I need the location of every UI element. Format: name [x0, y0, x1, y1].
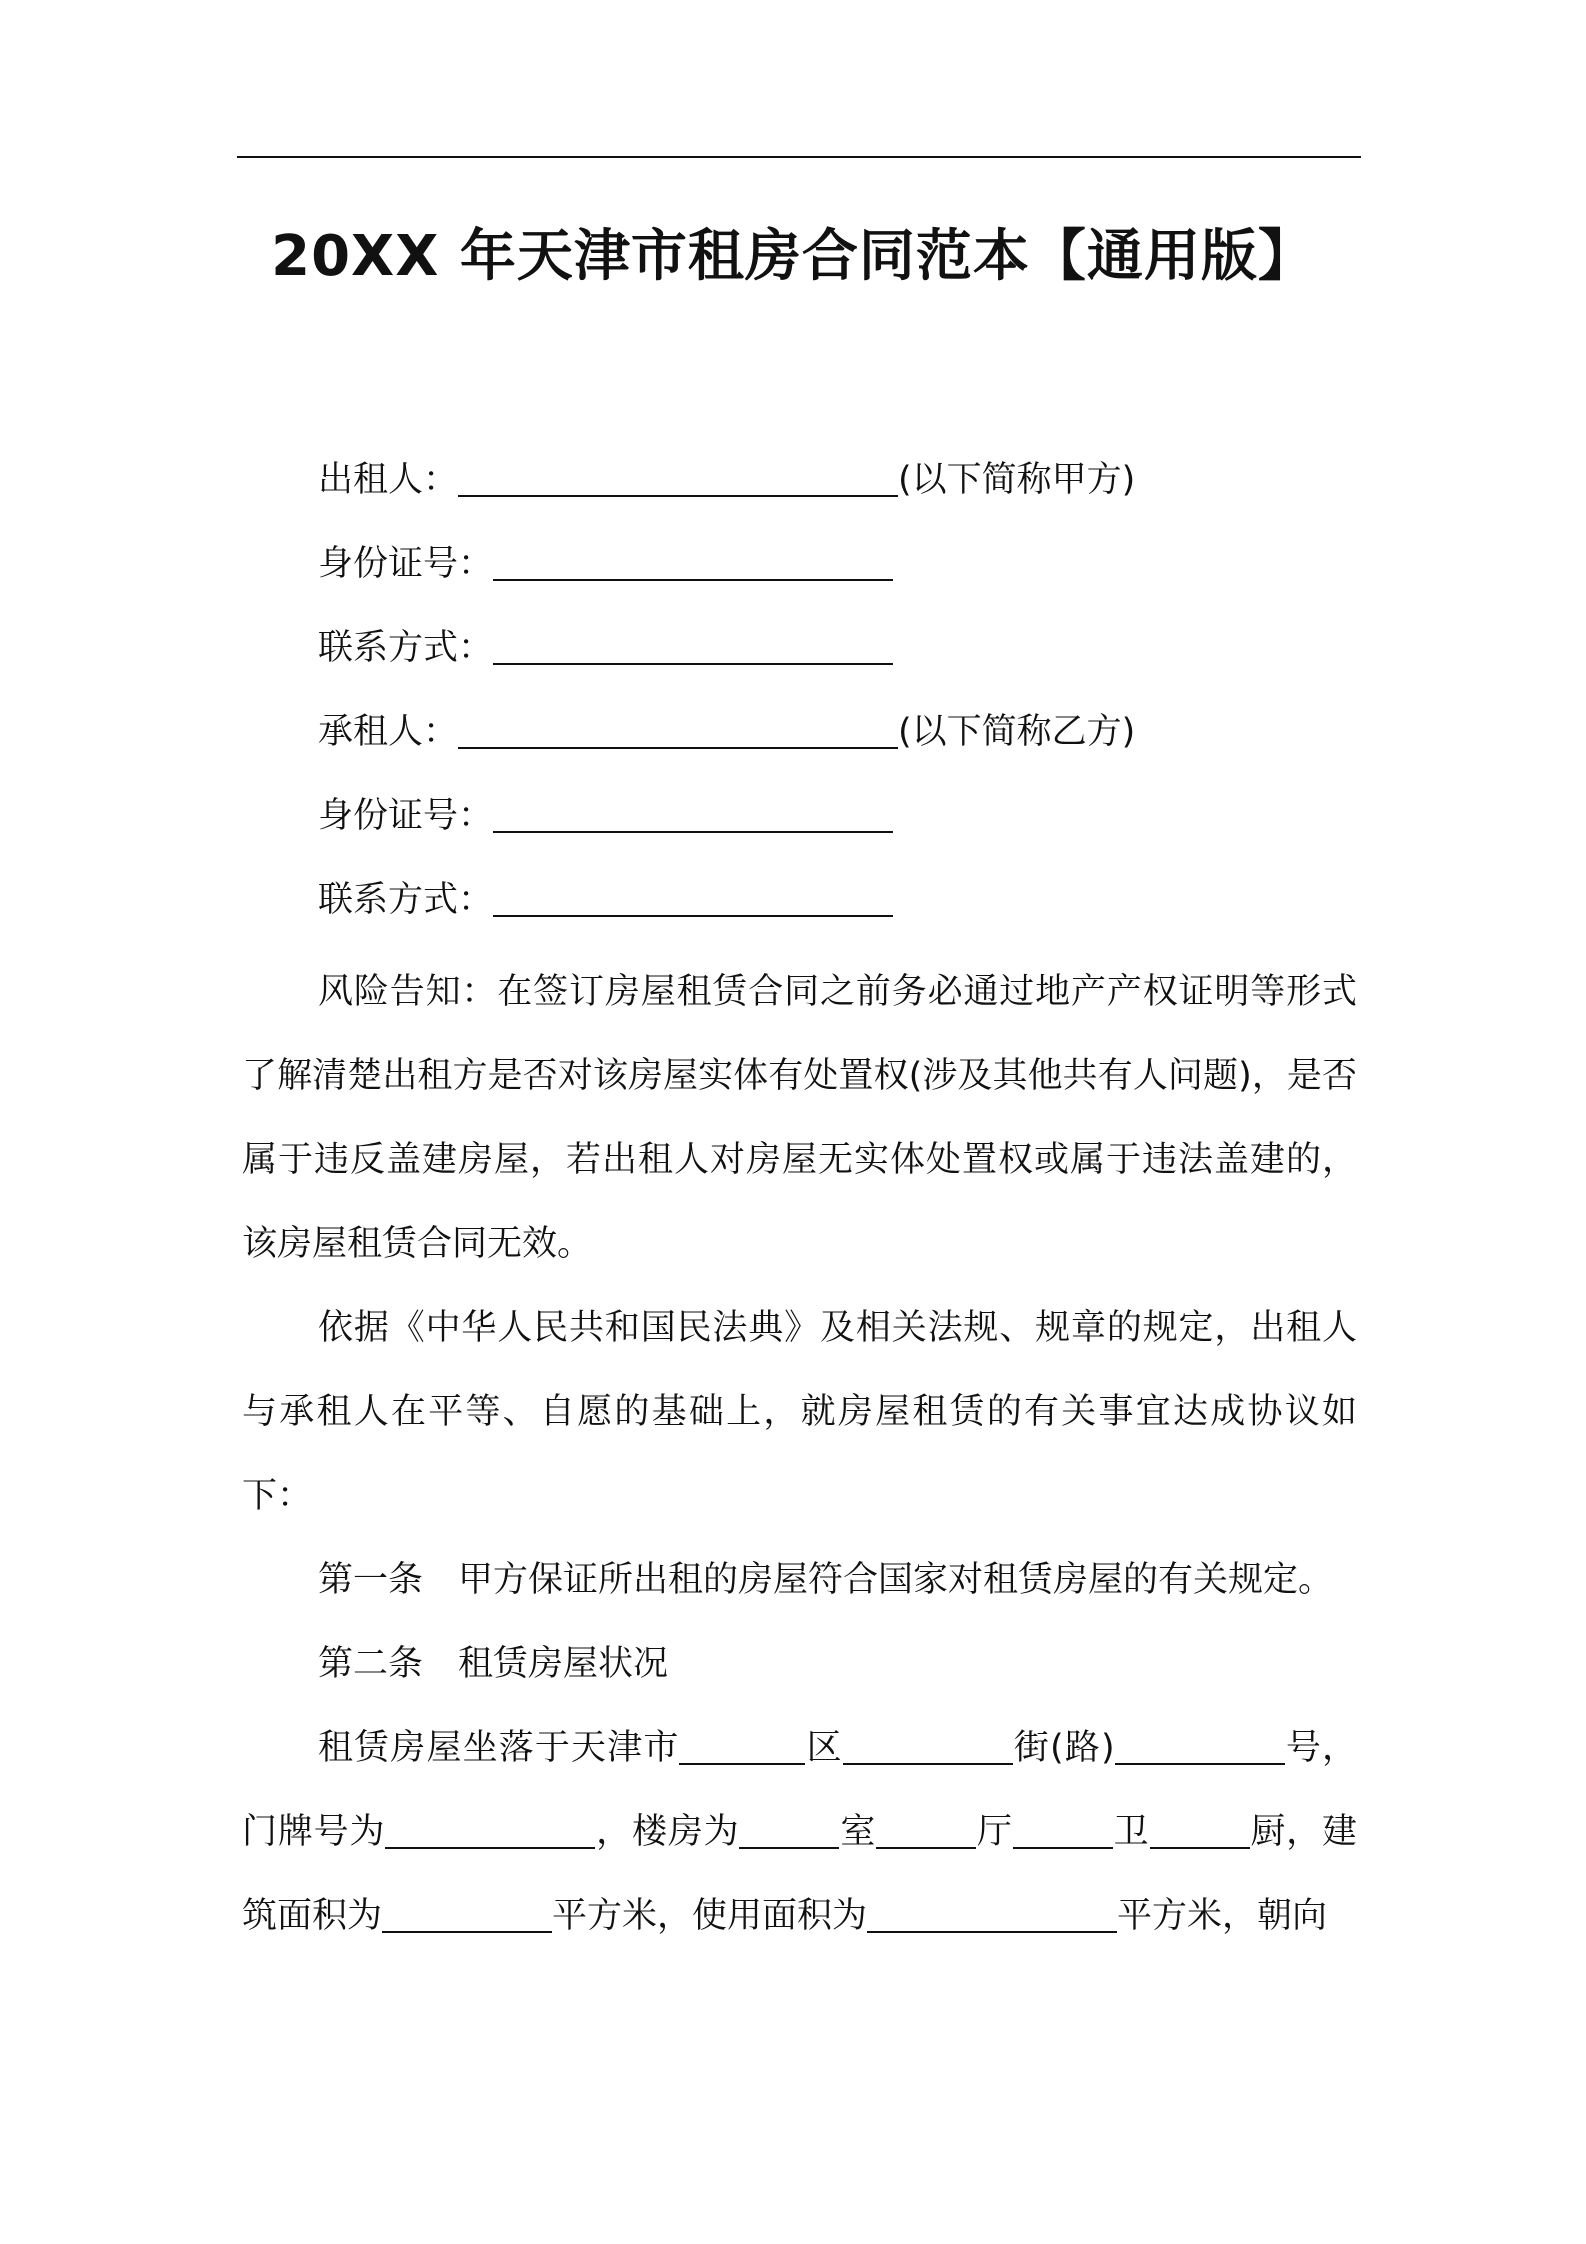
usable-area-blank[interactable] — [867, 1891, 1117, 1933]
lessor-contact-blank[interactable] — [493, 623, 893, 665]
house-location-paragraph — [242, 1706, 1357, 1958]
street-blank[interactable] — [843, 1723, 1013, 1765]
lessee-contact-field — [318, 870, 1135, 954]
hall-count-blank[interactable] — [876, 1807, 976, 1849]
location-text-5: ，楼房为 — [595, 1812, 740, 1852]
lessor-blank[interactable] — [458, 455, 898, 497]
location-text-11: 平方米，朝向 — [1117, 1896, 1328, 1936]
lessee-contact-label: 联系方式： — [318, 880, 494, 920]
location-text-6: 室 — [839, 1812, 877, 1852]
legal-basis-paragraph: 依据《中华人民共和国民法典》及相关法规、规章的规定，出租人与承租人在平等、自愿的基础上，就房屋租赁的有关事宜达成协议如下： — [242, 1308, 1357, 1516]
location-text-8: 卫 — [1112, 1812, 1150, 1852]
lessor-label: 出租人： — [318, 460, 459, 500]
lessor-id-blank[interactable] — [493, 539, 893, 581]
article-1-paragraph: 第一条 甲方保证所出租的房屋符合国家对租赁房屋的有关规定。 — [318, 1560, 1334, 1600]
lessor-contact-label: 联系方式： — [318, 628, 494, 668]
lessor-field — [318, 450, 1135, 534]
door-number-blank[interactable] — [385, 1807, 595, 1849]
room-count-blank[interactable] — [739, 1807, 839, 1849]
location-text-1: 租赁房屋坐落于天津市 — [318, 1728, 680, 1768]
bath-count-blank[interactable] — [1013, 1807, 1113, 1849]
lessee-suffix: (以下简称乙方) — [898, 712, 1136, 752]
lessee-id-blank[interactable] — [493, 791, 893, 833]
article-2-heading: 第二条 租赁房屋状况 — [318, 1644, 669, 1684]
building-area-blank[interactable] — [382, 1891, 552, 1933]
risk-notice-paragraph: 风险告知：在签订房屋租赁合同之前务必通过地产产权证明等形式了解清楚出租方是否对该房屋实体有处置权(涉及其他共有人问题)，是否属于违反盖建房屋，若出租人对房屋无实体处置权或属于违法盖建的，该房屋租赁合同无效。 — [242, 972, 1357, 1264]
number-blank[interactable] — [1115, 1723, 1285, 1765]
lessee-contact-blank[interactable] — [493, 875, 893, 917]
location-text-7: 厅 — [976, 1812, 1013, 1852]
lessee-label: 承租人： — [318, 712, 459, 752]
lessee-field — [318, 702, 1135, 786]
lessor-suffix: (以下简称甲方) — [898, 460, 1136, 500]
lessee-id-label: 身份证号： — [318, 796, 494, 836]
location-text-4: 号，门牌号为 — [242, 1728, 1357, 1852]
lessor-contact-field — [318, 618, 1135, 702]
location-text-10: 平方米，使用面积为 — [552, 1896, 868, 1936]
header-rule — [237, 156, 1361, 158]
lessee-id-field — [318, 786, 1135, 870]
district-blank[interactable] — [679, 1723, 805, 1765]
contract-body — [242, 950, 1357, 1958]
location-text-9: 厨，建筑面积为 — [242, 1812, 1357, 1936]
location-text-2: 区 — [805, 1728, 843, 1768]
kitchen-count-blank[interactable] — [1150, 1807, 1250, 1849]
location-text-3: 街(路) — [1012, 1728, 1115, 1768]
lessee-blank[interactable] — [458, 707, 898, 749]
document-title: 20XX 年天津市租房合同范本【通用版】 — [271, 224, 1315, 289]
lessor-id-field — [318, 534, 1135, 618]
party-fields — [318, 450, 1135, 954]
lessor-id-label: 身份证号： — [318, 544, 494, 584]
